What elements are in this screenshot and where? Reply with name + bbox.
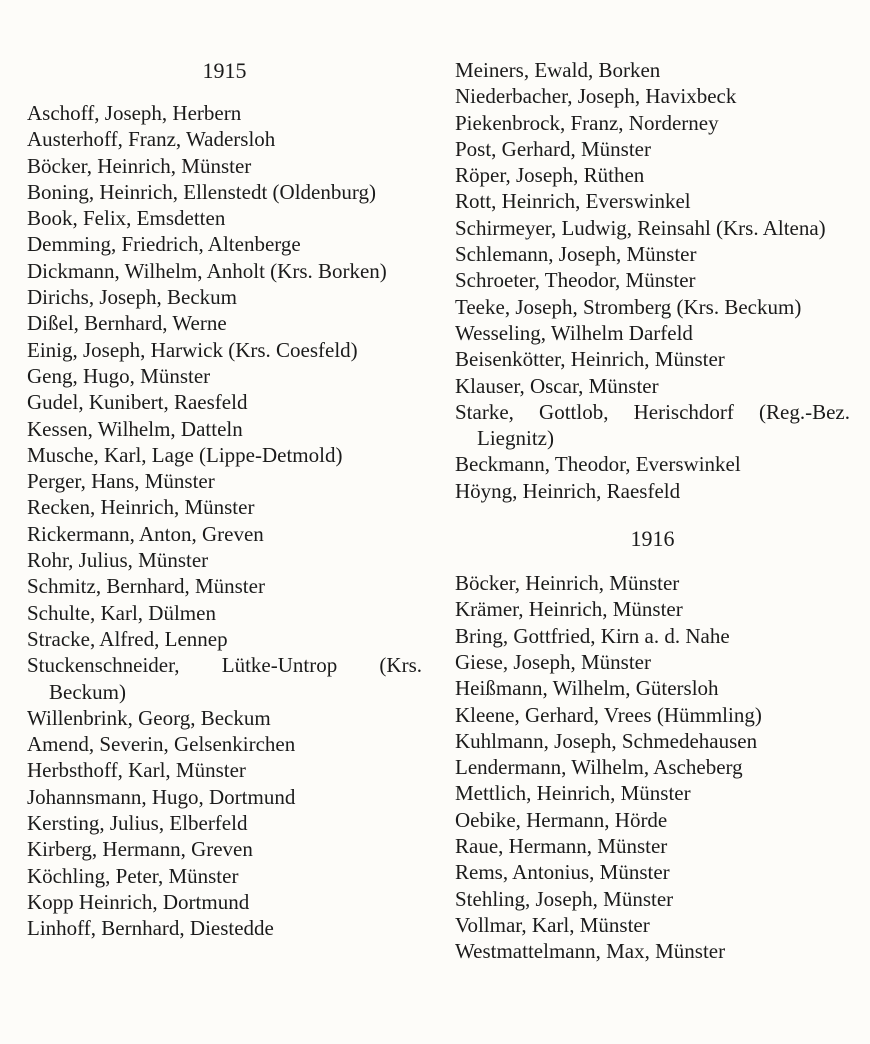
list-item: Kessen, Wilhelm, Datteln: [27, 416, 243, 441]
list-item: Krämer, Heinrich, Münster: [455, 597, 683, 622]
list-item: Lendermann, Wilhelm, Ascheberg: [455, 755, 743, 780]
list-item: Willenbrink, Georg, Beckum: [27, 705, 271, 730]
list-item: Book, Felix, Emsdetten: [27, 206, 226, 231]
list-item: Schlemann, Joseph, Münster: [455, 242, 697, 267]
list-item: Vollmar, Karl, Münster: [455, 912, 650, 937]
list-item: Demming, Friedrich, Altenberge: [27, 232, 301, 257]
list-item: Wesseling, Wilhelm Darfeld: [455, 320, 693, 345]
list-item: Musche, Karl, Lage (Lippe-Detmold): [27, 442, 343, 467]
list-item: Kuhlmann, Joseph, Schmedehausen: [455, 728, 758, 753]
list-item: Aschoff, Joseph, Herbern: [27, 101, 242, 125]
list-item: Dickmann, Wilhelm, Anholt (Krs. Borken): [27, 258, 387, 283]
list-item: Böcker, Heinrich, Münster: [455, 571, 680, 596]
list-item: Linhoff, Bernhard, Diestedde: [27, 916, 274, 941]
year-heading-1916: 1916: [630, 526, 675, 552]
list-item: Köchling, Peter, Münster: [27, 863, 239, 888]
list-item: Dirichs, Joseph, Beckum: [27, 285, 237, 310]
list-item: Einig, Joseph, Harwick (Krs. Coesfeld): [27, 337, 358, 362]
list-item: Mettlich, Heinrich, Münster: [455, 781, 691, 806]
list-item: Stehling, Joseph, Münster: [455, 886, 674, 911]
list-item: Niederbacher, Joseph, Havixbeck: [455, 84, 737, 109]
list-item: Boning, Heinrich, Ellenstedt (Oldenburg): [27, 179, 376, 204]
list-item: Bring, Gottfried, Kirn a. d. Nahe: [455, 623, 730, 648]
list-item: Böcker, Heinrich, Münster: [27, 153, 252, 178]
list-item: Schulte, Karl, Dülmen: [27, 600, 216, 625]
list-item: Giese, Joseph, Münster: [455, 649, 651, 674]
list-item: Beisenkötter, Heinrich, Münster: [455, 347, 725, 372]
list-item: Johannsmann, Hugo, Dortmund: [27, 784, 296, 809]
entry-list-1915-left: [27, 100, 422, 942]
list-item: Stracke, Alfred, Lennep: [27, 626, 228, 651]
list-item: Rems, Antonius, Münster: [455, 860, 670, 885]
right-column: [455, 57, 850, 965]
list-item: Teeke, Joseph, Stromberg (Krs. Beckum): [455, 294, 802, 319]
list-item: Höyng, Heinrich, Raesfeld: [455, 478, 681, 503]
list-item: Oebike, Hermann, Hörde: [455, 807, 668, 832]
list-item: Kleene, Gerhard, Vrees (Hümmling): [455, 702, 762, 727]
list-item: Raue, Hermann, Münster: [455, 834, 668, 859]
entry-list-1915-right: [455, 57, 850, 504]
list-item: Post, Gerhard, Münster: [455, 136, 651, 161]
list-item: Amend, Severin, Gelsenkirchen: [27, 732, 296, 757]
list-item: Röper, Joseph, Rüthen: [455, 163, 645, 188]
list-item: Recken, Heinrich, Münster: [27, 495, 255, 520]
list-item: Kirberg, Hermann, Greven: [27, 837, 253, 862]
list-item: Dißel, Bernhard, Werne: [27, 311, 227, 336]
list-item: Rohr, Julius, Münster: [27, 548, 209, 573]
list-item: Piekenbrock, Franz, Norderney: [455, 110, 719, 135]
list-item: Starke, Gottlob, Herischdorf (Reg.-Bez. Liegnitz): [455, 399, 850, 451]
list-item: Beckmann, Theodor, Everswinkel: [455, 452, 741, 477]
list-item: Westmattelmann, Max, Münster: [455, 939, 726, 964]
year-heading-1915: 1915: [202, 58, 247, 83]
list-item: Rickermann, Anton, Greven: [27, 521, 264, 546]
list-item: Rott, Heinrich, Everswinkel: [455, 189, 691, 214]
list-item: Stuckenschneider, Lütke-Untrop (Krs. Beckum): [27, 653, 422, 704]
list-item: Geng, Hugo, Münster: [27, 363, 211, 388]
entry-list-1916: [455, 570, 850, 964]
list-item: Perger, Hans, Münster: [27, 469, 215, 494]
list-item: Heißmann, Wilhelm, Gütersloh: [455, 676, 719, 701]
list-item: Meiners, Ewald, Borken: [455, 58, 661, 82]
left-column: [27, 58, 422, 942]
list-item: Herbsthoff, Karl, Münster: [27, 758, 246, 783]
list-item: Schroeter, Theodor, Münster: [455, 268, 696, 293]
list-item: Kersting, Julius, Elberfeld: [27, 811, 248, 836]
list-item: Schmitz, Bernhard, Münster: [27, 574, 265, 599]
list-item: Austerhoff, Franz, Wadersloh: [27, 127, 276, 152]
list-item: Schirmeyer, Ludwig, Reinsahl (Krs. Altena): [455, 215, 826, 240]
list-item: Gudel, Kunibert, Raesfeld: [27, 390, 248, 415]
list-item: Kopp Heinrich, Dortmund: [27, 889, 250, 914]
list-item: Klauser, Oscar, Münster: [455, 373, 659, 398]
